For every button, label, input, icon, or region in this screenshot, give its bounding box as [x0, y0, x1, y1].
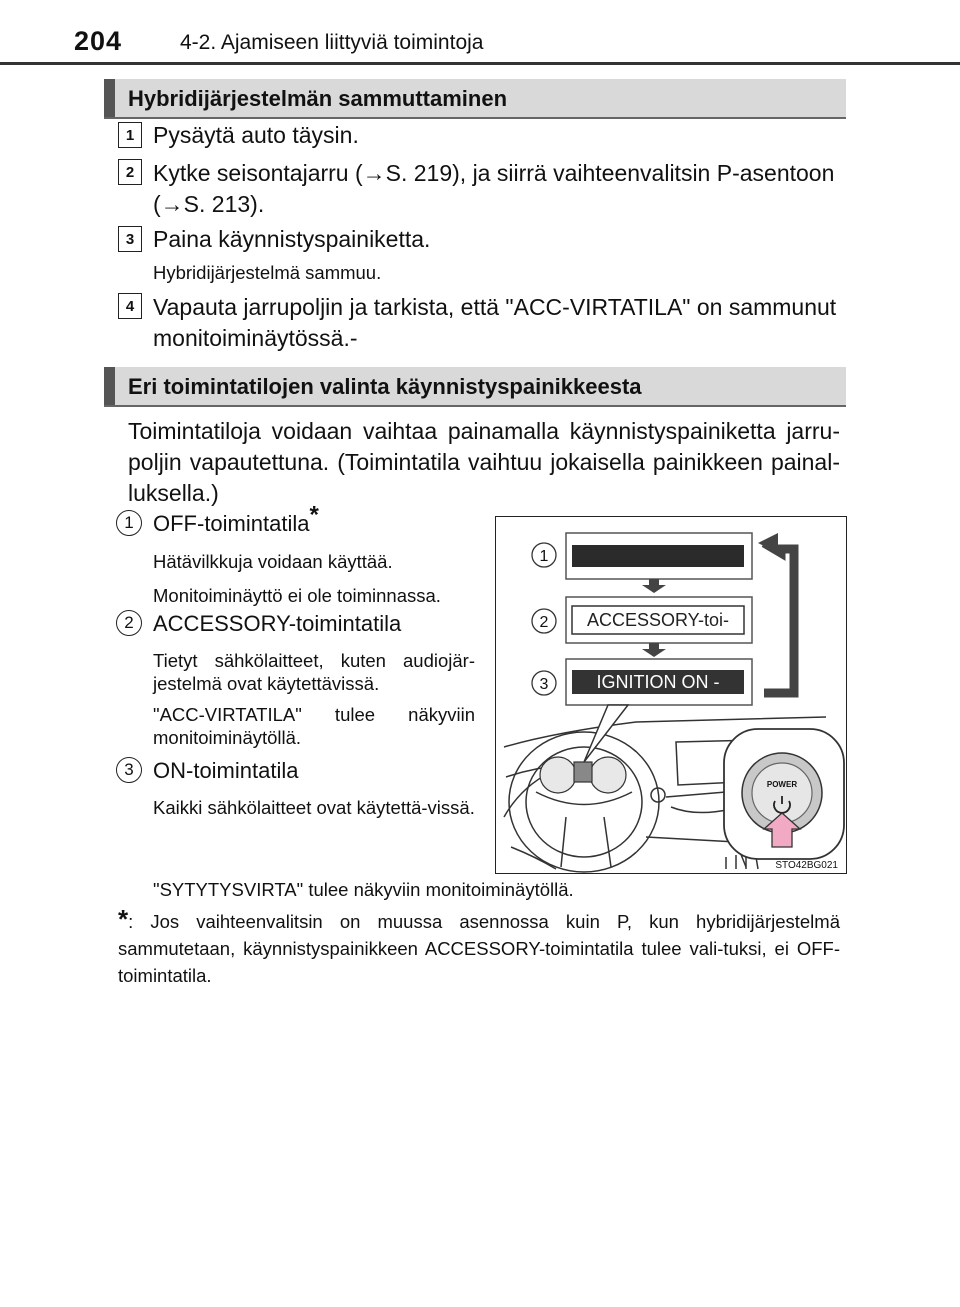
power-mode-figure — [495, 516, 847, 874]
footnote-star: * — [309, 501, 319, 529]
step-number-4: 4 — [118, 293, 142, 319]
header-divider — [0, 62, 960, 65]
figure-accessory-text: ACCESSORY-toi- — [586, 610, 730, 630]
mode-desc-on-2: "SYTYTYSVIRTA" tulee näkyviin monitoiminäytöllä. — [153, 879, 574, 900]
mode-desc-off-1: Hätävilkkuja voidaan käyttää. — [153, 551, 393, 572]
mode-desc-on-1: Kaikki sähkölaitteet ovat käytettä-vissä. — [153, 797, 475, 818]
mode-desc-accessory-1: Tietyt sähkölaitteet, kuten audiojär-jestelmä ovat käytettävissä. — [153, 650, 475, 694]
section-heading-text: Hybridijärjestelmän sammuttaminen — [128, 86, 508, 111]
modes-intro-paragraph: Toimintatiloja voidaan vaihtaa painamalla käynnistyspainiketta jarru-poljin vapautettuna. (Toimintatila vaihtuu jokaisella painikkeen painal-luksella.) — [128, 418, 840, 506]
figure-illustration — [496, 517, 846, 873]
mode-title-accessory: ACCESSORY-toimintatila — [153, 611, 402, 636]
mode-desc-off-2: Monitoiminäyttö ei ole toiminnassa. — [153, 585, 441, 606]
mode-number-1: 1 — [116, 510, 142, 536]
page-number: 204 — [74, 26, 123, 56]
step-text-4: Vapauta jarrupoljin ja tarkista, että "ACC-VIRTATILA" on sammunut monitoiminäytössä.- — [153, 294, 837, 351]
mode-title-on: ON-toimintatila — [153, 758, 299, 783]
heading-accent — [104, 79, 115, 117]
mode-desc-accessory-2: "ACC-VIRTATILA" tulee näkyviin monitoiminäytöllä. — [153, 704, 475, 748]
figure-code: STO42BG021 — [775, 860, 838, 871]
step-3-note: Hybridijärjestelmä sammuu. — [153, 262, 382, 283]
footnote-star: * — [118, 904, 129, 934]
figure-label-3: 3 — [539, 676, 549, 693]
mode-number-3: 3 — [116, 757, 142, 783]
footnote-text: : Jos vaihteenvalitsin on muussa asennossa kuin P, kun hybridijärjestelmä sammutetaan, käynnistyspainikkeen ACCESSORY-toimintatila tulee vali-tuksi, ei OFF-toimintatila. — [118, 911, 840, 986]
step-text-1: Pysäytä auto täysin. — [153, 122, 359, 148]
mode-title-off — [153, 501, 319, 537]
mode-number-2: 2 — [116, 610, 142, 636]
step-number-3: 3 — [118, 226, 142, 252]
step-text-3: Paina käynnistyspainiketta. — [153, 226, 431, 252]
figure-label-1: 1 — [539, 548, 549, 565]
section-title: 4-2. Ajamiseen liittyviä toimintoja — [180, 31, 484, 54]
figure-ignition-text: IGNITION ON - — [596, 672, 720, 692]
heading-accent — [104, 367, 115, 405]
section-heading-modes — [104, 367, 846, 407]
step-number-2: 2 — [118, 159, 142, 185]
figure-label-2: 2 — [539, 614, 549, 631]
figure-power-label: POWER — [766, 780, 798, 789]
section-heading-shutdown — [104, 79, 846, 119]
mode-title-off-text: OFF-toimintatila — [153, 511, 310, 536]
step-number-1: 1 — [118, 122, 142, 148]
section-heading-text: Eri toimintatilojen valinta käynnistyspainikkeesta — [128, 374, 642, 399]
footnote — [118, 906, 840, 989]
step-text-2: Kytke seisontajarru (→S. 219), ja siirrä vaihteenvalitsin P-asentoon (→S. 213). — [153, 160, 835, 217]
